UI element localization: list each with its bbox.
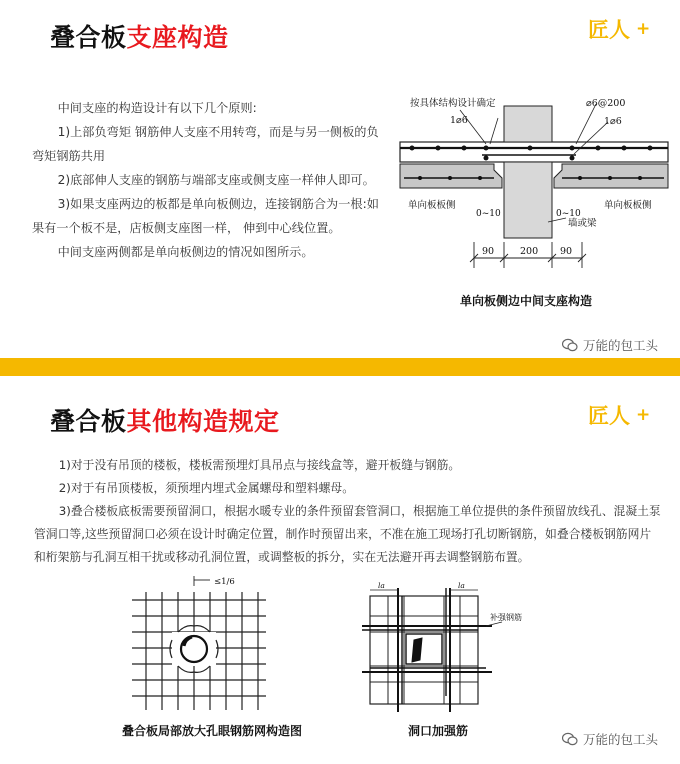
label-rebar-right: 1⌀6 [604, 116, 622, 127]
support-detail-drawing [390, 92, 672, 282]
watermark-text: 万能的包工头 [582, 338, 658, 353]
watermark [562, 336, 658, 354]
slide2-body [34, 454, 662, 569]
slide-divider [0, 358, 680, 376]
figure-caption-left: 叠合板局部放大孔眼钢筋网构造图 [122, 724, 303, 738]
right-precast-plank [554, 164, 668, 188]
slide-support-structure [0, 0, 680, 358]
paragraph: 1)上部负弯矩 钢筋伸人支座不用转弯，而是与另一侧板的负弯矩钢筋共用 [32, 125, 379, 163]
topping-slab [400, 142, 668, 162]
slide-other-rules [0, 376, 680, 764]
paragraph: 3)叠合楼板底板需要预留洞口，根据水暖专业的条件预留套管洞口，根据施工单位提供的条件预留放线孔、混凝土泵管洞口等,这些预留洞口必须在设计时确定位置，制作时预留出来，不准在施工现场打孔切断钢筋，如叠合楼板钢筋网片和桁架筋与孔洞互相干扰或移动孔洞位置，或调整板的拆分，实在无法避开再去调整钢筋布置。 [34, 504, 661, 564]
left-precast-plank [400, 164, 502, 188]
paragraph: 中间支座的构造设计有以下几个原则: [57, 101, 257, 115]
slide2-title [50, 402, 280, 438]
watermark-text: 万能的包工头 [582, 732, 658, 747]
label-la-left: la [378, 582, 385, 590]
label-rebar-left: 1⌀6 [450, 115, 468, 126]
opening [406, 634, 442, 664]
title-black-part: 叠合板 [50, 23, 127, 52]
watermark [562, 730, 658, 748]
paragraph: 3)如果支座两边的板都是单向板侧边，连接钢筋合为一根:如果有一个板不是，店板侧支座图一样， 伸到中心线位置。 [32, 197, 379, 235]
wall-beam [504, 162, 552, 238]
slide1-title [50, 18, 229, 54]
title-red-part: 支座构造 [126, 23, 229, 52]
dim-left: 90 [482, 246, 495, 257]
figure-caption: 单向板侧边中间支座构造 [460, 294, 593, 308]
label-la-right: la [458, 582, 465, 590]
logo-plus: + [636, 405, 651, 425]
logo-plus: + [636, 19, 651, 39]
title-black-part: 叠合板 [50, 407, 127, 436]
label-reinforce: 补强钢筋 [490, 613, 522, 622]
dim-middle: 200 [520, 246, 539, 257]
paragraph: 2)对于有吊顶楼板，须预埋内埋式金属螺母和塑料螺母。 [58, 481, 355, 495]
title-red-part: 其他构造规定 [126, 407, 280, 436]
hole [181, 636, 207, 662]
label-rebar-spacing: ⌀6@200 [586, 98, 626, 109]
wall-upper [504, 106, 552, 142]
opening-reinforce-drawing [362, 582, 538, 714]
paragraph: 2)底部伸人支座的钢筋与端部支座或侧支座一样伸人即可。 [57, 173, 375, 187]
wechat-icon [562, 732, 578, 746]
label-left-side: 单向板板侧 [408, 200, 456, 211]
logo-text: 匠人 [588, 18, 630, 42]
figure-caption-right: 洞口加强筋 [408, 724, 469, 738]
paragraph: 1)对于没有吊顶的楼板，楼板需预埋灯具吊点与接线盒等，避开板缝与钢筋。 [58, 458, 461, 472]
label-gap-left: 0~10 [476, 209, 501, 219]
dim-right: 90 [560, 246, 573, 257]
label-ratio: ≤1/6 [214, 577, 235, 587]
brand-logo [586, 400, 658, 430]
brand-logo [586, 14, 658, 44]
logo-text: 匠人 [588, 404, 630, 428]
mesh-hole-drawing [132, 576, 266, 710]
wechat-icon [562, 338, 578, 352]
paragraph: 中间支座两侧都是单向板侧边的情况如图所示。 [57, 245, 314, 259]
slide1-body [32, 96, 380, 264]
label-gap-right: 0~10 [556, 209, 581, 219]
label-right-side: 单向板板侧 [604, 200, 652, 211]
label-design: 按具体结构设计确定 [410, 98, 496, 109]
label-wall: 墙或梁 [568, 218, 597, 229]
